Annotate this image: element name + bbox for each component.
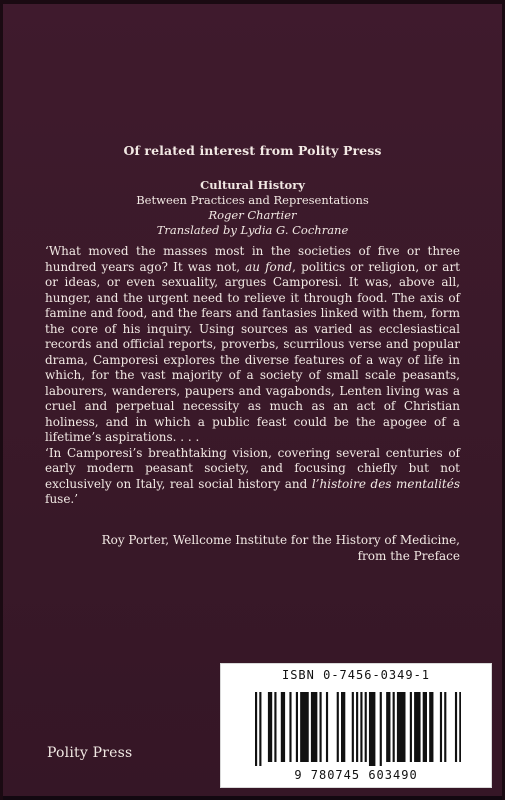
barcode-bars xyxy=(251,692,461,766)
related-interest-heading: Of related interest from Polity Press xyxy=(123,143,382,158)
barcode-bar xyxy=(326,692,328,762)
barcode-bar xyxy=(352,692,354,762)
quote2-italic: l’histoire des mentalités xyxy=(311,476,460,491)
barcode-bar xyxy=(380,692,382,766)
barcode-bar xyxy=(296,692,298,762)
quote1-part2: , politics or religion, or art or ideas, or even sexuality, argues Camporesi. It was, above all, hunger, and the urgent need to relieve it through food. The axis of famine and food, and the fears and fantasies linked with them, form the core of his inquiry. Using sources as varied as ecclesiastical records and official reports, proverbs, scurrilous verse and popular drama, Camporesi explores the diverse features of a way of life in which, for the vast majority of a society of small scale peasants, labourers, wanderers, paupers and vagabonds, Lenten living was a cruel and perpetual necessity as much as an act of Christian holiness, and in which a public feast could be the apogee of a lifetime’s aspirations. . . . xyxy=(45,259,461,444)
barcode-bar xyxy=(289,692,291,762)
barcode-bar xyxy=(393,692,395,762)
barcode-bar xyxy=(369,692,375,766)
cover-edge-bottom xyxy=(0,796,505,800)
barcode-bar xyxy=(455,692,457,762)
barcode-bar xyxy=(300,692,309,762)
barcode-bar xyxy=(259,692,261,766)
barcode-bar xyxy=(423,692,427,762)
related-book-block xyxy=(0,178,505,238)
barcode-bar xyxy=(274,692,276,762)
related-book-title: Cultural History xyxy=(200,178,305,192)
barcode-bar xyxy=(311,692,317,762)
quote-paragraph-1 xyxy=(45,244,460,446)
related-book-author: Roger Chartier xyxy=(208,208,297,222)
barcode-bar xyxy=(337,692,339,762)
isbn-text: ISBN 0-7456-0349-1 xyxy=(281,668,431,682)
quote-attribution xyxy=(45,533,460,564)
barcode-bar xyxy=(397,692,406,762)
quote-paragraph-2 xyxy=(45,446,460,508)
quote2-part1: ‘In Camporesi’s breathtaking vision, covering several centuries of early modern peasant society, and focusing chiefly but not exclusively on Italy, real social history and xyxy=(45,445,460,491)
quote1-italic: au fond xyxy=(245,259,293,274)
related-book-translator: Translated by Lydia G. Cochrane xyxy=(156,223,349,237)
quote2-part2: fuse.’ xyxy=(45,492,79,506)
barcode-bar xyxy=(444,692,446,762)
barcode-bar xyxy=(255,692,257,766)
barcode-bar xyxy=(459,692,461,762)
quote1-part1: ‘What moved the masses most in the societies of five or three hundred years ago? It was not, xyxy=(45,244,460,274)
barcode-bar xyxy=(386,692,390,762)
barcode-bar xyxy=(281,692,285,762)
barcode-bar xyxy=(360,692,362,762)
barcode-number: 9 780745 603490 xyxy=(294,768,418,782)
barcode-bar xyxy=(429,692,433,762)
barcode-bar xyxy=(410,692,412,762)
isbn-barcode-label xyxy=(220,663,492,788)
barcode-bar xyxy=(440,692,442,762)
barcode-bar xyxy=(356,692,358,762)
cover-edge-left xyxy=(0,0,3,800)
barcode-bar xyxy=(414,692,420,762)
attribution-line-1: Roy Porter, Wellcome Institute for the History of Medicine, xyxy=(101,533,460,547)
barcode-bar xyxy=(365,692,367,762)
barcode-bar xyxy=(268,692,272,762)
attribution-line-2: from the Preface xyxy=(357,548,460,563)
publisher-name: Polity Press xyxy=(47,745,133,761)
barcode-bar xyxy=(341,692,345,762)
blurb-text xyxy=(45,244,460,508)
cover-edge-top xyxy=(0,0,505,4)
related-book-subtitle: Between Practices and Representations xyxy=(136,193,369,207)
barcode-bar xyxy=(320,692,322,762)
